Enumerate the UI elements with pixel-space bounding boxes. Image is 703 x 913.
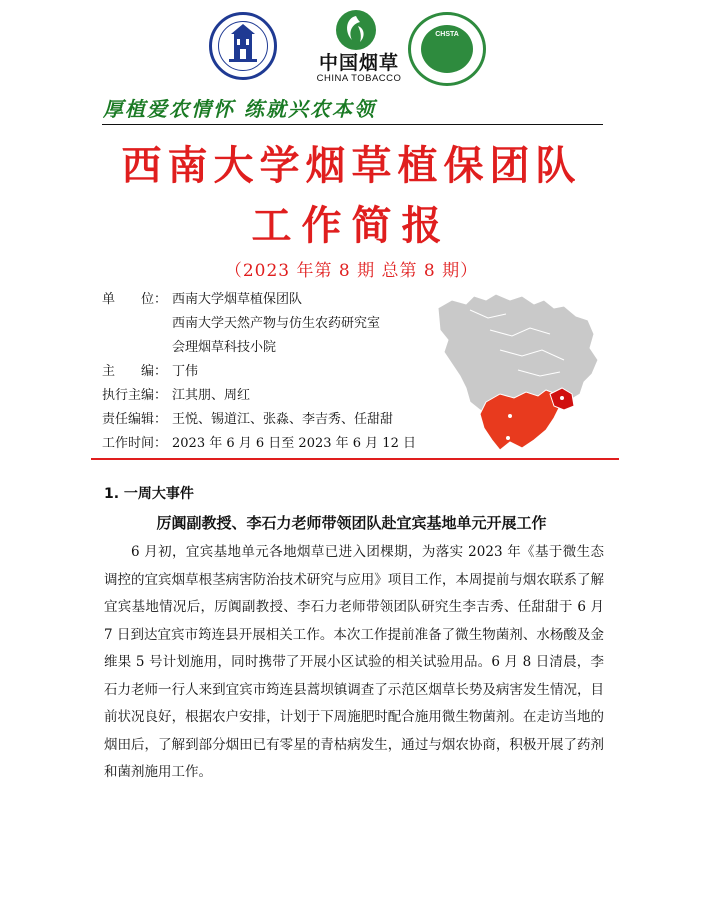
map-marker xyxy=(508,414,512,418)
map-marker xyxy=(506,436,510,440)
unit-value-2: 西南大学天然产物与仿生农药研究室 xyxy=(172,316,381,331)
chsta-logo xyxy=(408,12,486,86)
exec-editor-value: 江其朋、周红 xyxy=(172,388,251,403)
editor-label: 主 编： xyxy=(102,364,168,379)
exec-editor-row xyxy=(102,384,250,403)
issue-number: （2023 年第 8 期 总第 8 期） xyxy=(224,261,479,281)
editor-row xyxy=(102,360,198,379)
header-divider xyxy=(91,458,619,460)
china-tobacco-logo xyxy=(316,10,402,86)
unit-label: 单 位： xyxy=(102,292,168,307)
article-title: 厉阗副教授、李石力老师带领团队赴宜宾基地单元开展工作 xyxy=(156,514,547,532)
motto-divider xyxy=(102,124,603,125)
work-time-row xyxy=(102,432,416,451)
unit-value-3: 会理烟草科技小院 xyxy=(172,340,277,355)
newsletter-title-line1: 西南大学烟草植保团队 xyxy=(121,142,582,189)
unit-row xyxy=(102,288,302,307)
sichuan-region-map xyxy=(430,290,600,458)
unit-row-3 xyxy=(102,336,276,355)
resp-editor-label: 责任编辑： xyxy=(102,412,168,427)
unit-row-2 xyxy=(102,312,380,331)
map-marker xyxy=(560,396,564,400)
editor-value: 丁伟 xyxy=(172,364,199,379)
article-body: 6 月初，宜宾基地单元各地烟草已进入团棵期，为落实 2023 年《基于微生态调控的宜宾烟草根茎病害防治技术研究与应用》项目工作，本周提前与烟农联系了解宜宾基地情况后，厉阗副教授、李石力老师带领团队研究生李吉秀、任甜甜于 6 月 7 日到达宜宾市筠连县开展相关工作。本次工作提前准备了微生物菌剂、水杨酸及金维果 5 号计划施用，同时携带了开展小区试验的相关试验用品。6 月 8 日清晨，李石力老师一行人来到宜宾市筠连县蒿坝镇调查了示范区烟草长势及病害发生情况，目前状况良好，根据农户安排，计划于下周施肥时配合施用微生物菌剂。在走访当地的烟田后，了解到部分烟田已有零星的青枯病发生，通过与烟农协商，积极开展了药剂和菌剂施用工作。 xyxy=(104,544,604,780)
university-building-icon xyxy=(212,15,274,77)
unit-value-1: 西南大学烟草植保团队 xyxy=(172,292,303,307)
chsta-label: CHSTA xyxy=(435,31,459,38)
resp-editor-row xyxy=(102,408,393,427)
motto: 厚植爱农情怀 练就兴农本领 xyxy=(103,97,376,121)
southwest-university-logo xyxy=(209,12,277,80)
china-tobacco-name: 中国烟草 xyxy=(318,52,399,74)
resp-editor-value: 王悦、锡道江、张淼、李吉秀、任甜甜 xyxy=(172,412,394,427)
china-tobacco-english: CHINA TOBACCO xyxy=(316,73,402,84)
exec-editor-label: 执行主编： xyxy=(102,388,168,403)
map-highlight-region xyxy=(480,390,560,450)
newsletter-title-line2: 工作简报 xyxy=(251,202,452,249)
work-time-label: 工作时间： xyxy=(102,436,168,451)
work-time-value: 2023 年 6 月 6 日至 2023 年 6 月 12 日 xyxy=(172,436,416,451)
tobacco-leaf-icon xyxy=(336,10,376,50)
section-heading: 1. 一周大事件 xyxy=(104,486,194,502)
